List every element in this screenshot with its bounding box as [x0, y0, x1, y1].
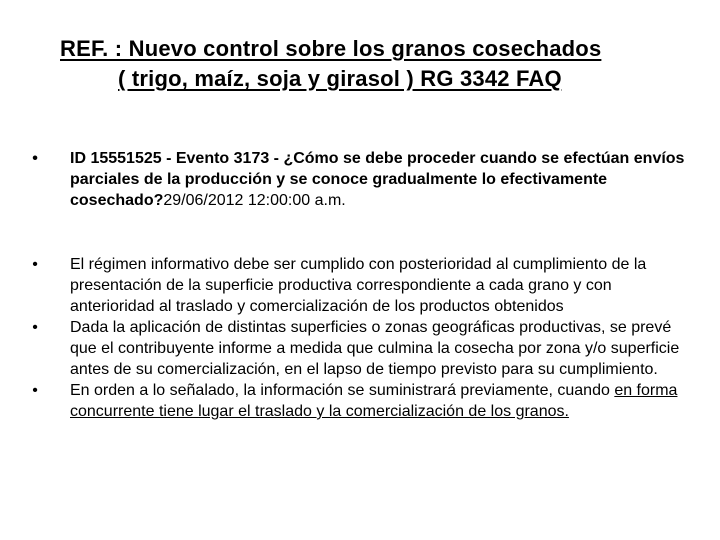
answer-list [28, 254, 698, 422]
bullet-icon: • [32, 150, 38, 167]
title-line-1: REF. : Nuevo control sobre los granos cosechados [60, 36, 602, 61]
question-date: 29/06/2012 12:00:00 a.m. [163, 192, 346, 209]
question-list [28, 148, 698, 211]
slide-title [0, 34, 720, 94]
answer-text-1: El régimen informativo debe ser cumplido con posterioridad al cumplimiento de la presentación de la superficie productiva correspondiente a cada grano y con anterioridad al traslado y comercialización de los productos obtenidos [70, 256, 647, 315]
bullet-icon: • [32, 382, 38, 399]
answer-item-1 [28, 254, 698, 317]
answer-text-3-underlined: en forma concurrente tiene lugar el traslado y la comercialización de los granos. [70, 382, 678, 420]
answer-item-3 [28, 380, 698, 422]
answer-item-2 [28, 317, 698, 380]
answer-text-3-prefix: En orden a lo señalado, la información se suministrará previamente, cuando [70, 382, 615, 399]
question-text: ID 15551525 - Evento 3173 - ¿Cómo se debe proceder cuando se efectúan envíos parciales de la producción y se conoce gradualmente lo efectivamente cosechado? [70, 150, 685, 209]
title-line-2: ( trigo, maíz, soja y girasol ) RG 3342 FAQ [118, 66, 562, 91]
bullet-icon: • [32, 256, 38, 273]
bullet-icon: • [32, 319, 38, 336]
answer-text-2: Dada la aplicación de distintas superficies o zonas geográficas productivas, se prevé que el contribuyente informe a medida que culmina la cosecha por zona y/o superficie antes de su comercialización, en el lapso de tiempo previsto para su cumplimiento. [70, 319, 680, 378]
question-item [28, 148, 698, 211]
